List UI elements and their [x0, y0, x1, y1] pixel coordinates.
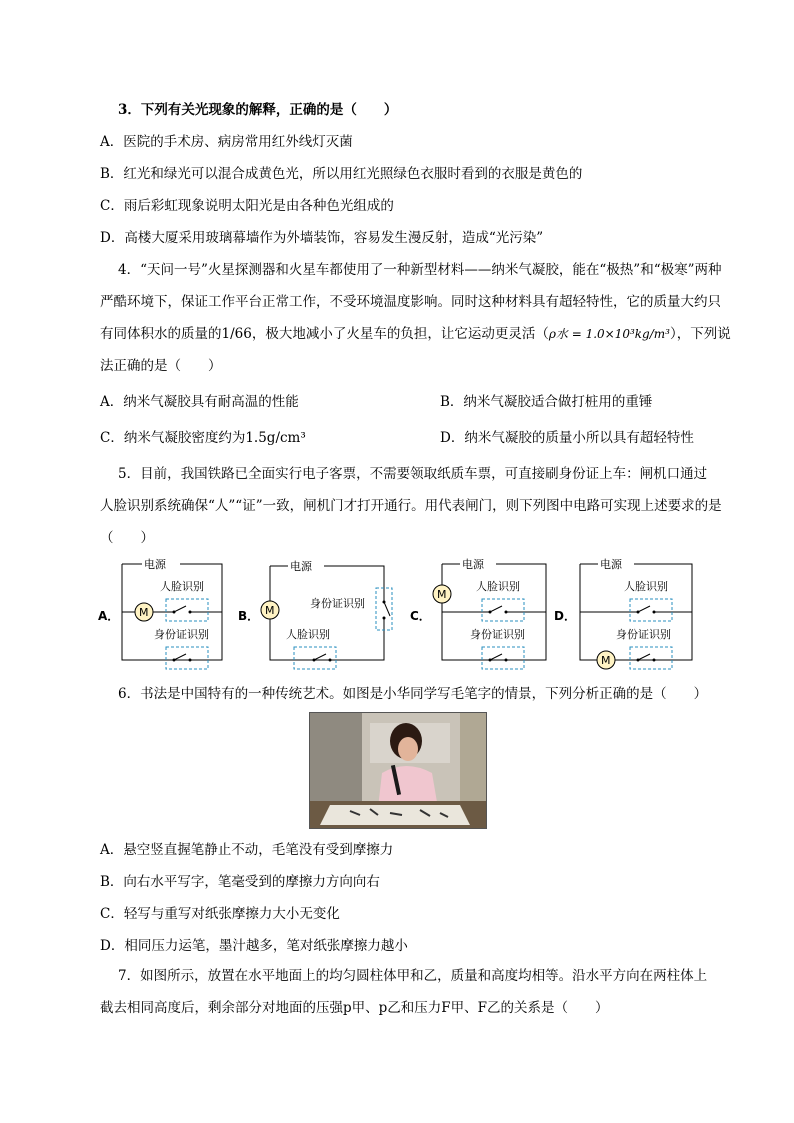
- circuit-d-label: D．: [554, 609, 576, 623]
- q3-option-a: A．医院的手术房、病房常用红外线灯灭菌: [100, 134, 353, 150]
- circuit-b-label: B．: [238, 609, 260, 623]
- q7-stem-line-2: 截去相同高度后，剩余部分对地面的压强p甲、p乙和压力F甲、F乙的关系是（ ）: [100, 1000, 609, 1016]
- circuit-c-face: 人脸识别: [476, 580, 520, 593]
- circuit-a-motor: M: [139, 606, 149, 619]
- q6-stem: 6．书法是中国特有的一种传统艺术。如图是小华同学写毛笔字的情景，下列分析正确的是（ ）: [118, 686, 708, 702]
- circuit-b: [238, 559, 392, 669]
- q3-option-c: C．雨后彩虹现象说明太阳光是由各种色光组成的: [100, 198, 394, 214]
- q3-option-d: D．高楼大厦采用玻璃幕墙作为外墙装饰，容易发生漫反射，造成“光污染”: [100, 230, 544, 246]
- circuit-c-motor: M: [437, 588, 447, 601]
- q4-stem-line-1: 4．“天问一号”火星探测器和火星车都使用了一种新型材料——纳米气凝胶，能在“极热”和“极寒”两种: [118, 262, 722, 278]
- circuit-b-power: 电源: [290, 560, 312, 573]
- circuit-d-power: 电源: [600, 558, 622, 571]
- circuit-d: [554, 557, 692, 669]
- circuit-b-motor: M: [265, 604, 275, 617]
- circuit-d-face: 人脸识别: [624, 580, 668, 593]
- q4-stem-line-3: 有同体积水的质量的1/66，极大地减小了火星车的负担，让它运动更灵活（ρ水 = 1.0×10³kg/m³），下列说: [100, 326, 731, 342]
- circuit-a: [98, 557, 222, 669]
- circuit-a-id: 身份证识别: [154, 628, 209, 641]
- q4-option-c: C．纳米气凝胶密度约为1.5g/cm³: [100, 430, 306, 446]
- q4-option-a: A．纳米气凝胶具有耐高温的性能: [100, 394, 299, 410]
- q5-stem-line-3: （ ）: [100, 530, 154, 546]
- q5-stem-line-2: 人脸识别系统确保“人”“证”一致，闸机门才打开通行。用代表闸门，则下列图中电路可实现上述要求的是: [100, 498, 722, 514]
- q4-stem-line-4: 法正确的是（ ）: [100, 358, 222, 374]
- circuit-c-power: 电源: [462, 558, 484, 571]
- q6-option-a: A．悬空竖直握笔静止不动，毛笔没有受到摩擦力: [100, 842, 394, 858]
- circuit-a-power: 电源: [144, 558, 166, 571]
- q5-circuit-diagrams: [98, 552, 708, 682]
- q7-stem-line-1: 7．如图所示，放置在水平地面上的均匀圆柱体甲和乙，质量和高度均相等。沿水平方向在两柱体上: [118, 968, 708, 984]
- calligraphy-photo: [309, 712, 487, 829]
- circuit-c-id: 身份证识别: [470, 628, 525, 641]
- q4-option-b: B．纳米气凝胶适合做打桩用的重锤: [440, 394, 653, 410]
- q4-density-formula: ρ水 = 1.0×10³kg/m³: [548, 327, 670, 341]
- circuit-c-label: C．: [410, 609, 431, 623]
- circuit-a-face: 人脸识别: [160, 580, 204, 593]
- q4-option-d: D．纳米气凝胶的质量小所以具有超轻特性: [440, 430, 694, 446]
- circuit-d-motor: M: [601, 654, 611, 667]
- circuit-a-label: A．: [98, 609, 120, 623]
- q6-option-b: B．向右水平写字，笔毫受到的摩擦力方向向右: [100, 874, 380, 890]
- q6-option-c: C．轻写与重写对纸张摩擦力大小无变化: [100, 906, 340, 922]
- circuit-b-face: 人脸识别: [286, 628, 330, 641]
- q6-option-d: D．相同压力运笔，墨汁越多，笔对纸张摩擦力越小: [100, 938, 408, 954]
- q4-stem-line-2: 严酷环境下，保证工作平台正常工作，不受环境温度影响。同时这种材料具有超轻特性，它的质量大约只: [100, 294, 721, 310]
- circuit-c: [410, 557, 546, 669]
- circuit-b-id: 身份证识别: [310, 597, 365, 610]
- circuit-d-id: 身份证识别: [616, 628, 671, 641]
- q5-stem-line-1: 5．目前，我国铁路已全面实行电子客票，不需要领取纸质车票，可直接刷身份证上车：闸机口通过: [118, 466, 708, 482]
- q3-option-b: B．红光和绿光可以混合成黄色光，所以用红光照绿色衣服时看到的衣服是黄色的: [100, 166, 583, 182]
- q3-stem: 3．下列有关光现象的解释，正确的是（ ）: [118, 102, 398, 118]
